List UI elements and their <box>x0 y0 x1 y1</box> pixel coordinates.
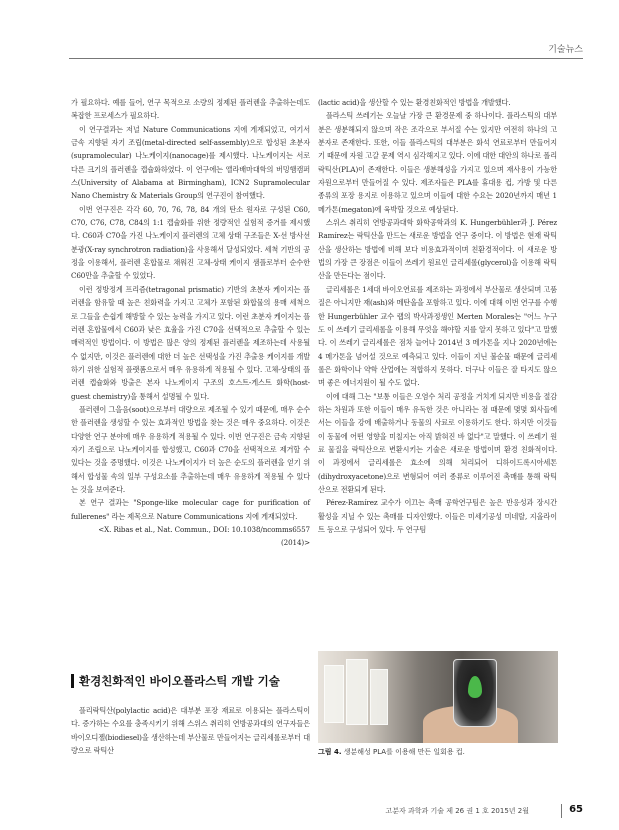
journal-info: 고분자 과학과 기술 제 26 권 1 호 2015년 2월 <box>385 807 529 815</box>
paragraph: 플러렌이 그을음(soot)으로부터 대량으로 제조될 수 있기 때문에, 매우 순수한 플러렌을 생성할 수 있는 효과적인 방법을 찾는 것은 매우 중요하다. 이것은 다양한 연구 분야에 매우 유용하게 적용될 수 있다. 이번 연구진은 금속 지향된 자기 조립으로 나노케이지를 합성했고, C60과 C70을 선택적으로 제거할 수 있다는 것을 증명했다. 이것은 나노케이지가 더 높은 순도의 플러렌을 얻기 위해서 합성물 속의 일부 구성요소를 추출하는데 매우 유용하게 적용될 수 있다는 것을 보여준다. <box>71 404 310 494</box>
figure-caption <box>318 747 558 757</box>
paragraph: 글리세롤은 1세대 바이오연료를 제조하는 과정에서 부산물로 생산되며 고품질은 아니지만 재(ash)와 메탄올을 포함하고 있다. 이에 대해 이번 연구를 수행한 Hungerbühler 교수 랩의 박사과정생인 Merten Morales는 "어느 누구도 이 쓰레기 글리세롤을 이용해 무엇을 해야할 지를 알지 못하고 있다"고 말했다. 이 쓰레기 글리세롤은 점차 늘어나 2014년 3 메가톤을 지나 2020년에는 4 메가톤을 넘어설 것으로 예측되고 있다. 이들이 지닌 불순물 때문에 글리세롤은 화학이나 약학 산업에는 적합하지 못하다. 더구나 이들은 잘 타지도 않으며 좋은 에너지원이 될 수도 없다. <box>318 284 557 388</box>
caption-text: 생분해성 PLA를 이용해 만든 일회용 컵. <box>343 748 465 756</box>
section-title: 환경친화적인 바이오플라스틱 개발 기술 <box>71 674 319 688</box>
paragraph: 이에 대해 그는 "보통 이들은 오염수 처리 공정을 거치게 되지만 비용을 절감하는 차원과 또한 이들이 매우 유독한 것은 아니라는 점 때문에 몇몇 회사들에서는 이들을 강에 배출하거나 동물의 사료로 이용하기도 한다. 하지만 이것들이 동물에 어떤 영향을 미칠지는 아직 밝혀진 바 없다"고 말했다. 이 쓰레기 원료 물질을 락틱산으로 변환시키는 기술은 새로운 방법이며 환경 친화적이다. 이 과정에서 글리세롤은 효소에 의해 처리되어 디하이드록시아세톤(dihydroxyacetone)으로 변형되어 여러 종류로 이루어진 촉매를 통해 락틱산으로 전환되게 된다. <box>318 391 557 494</box>
header-rule <box>69 58 583 59</box>
paragraph: 스위스 취리히 연방공과대학 화학공학과의 K. Hungerbühler과 J. Pérez Ramírez는 락틱산을 만드는 새로운 방법을 연구 중이다. 이 방법은 현재 락틱산을 생산하는 방법에 비해 보다 비용효과적이며 친환경적이다. 이 새로운 방법의 가장 큰 장점은 이들이 쓰레기 원료인 글리세롤(glycerol)을 이용해 락틱산을 만든다는 점이다. <box>318 218 557 281</box>
pla-cup-image <box>453 659 497 727</box>
page-footer <box>0 804 583 818</box>
section-body <box>71 704 310 757</box>
cup-image <box>324 665 344 723</box>
paragraph: 이런 정방정계 프리즘(tetragonal prismatic) 기반의 초분자 케이지는 플러렌을 함유할 때 높은 친화력을 가지고 고체가 포함된 화합물의 용매 세척으로 그들을 손쉽게 해방할 수 있는 능력을 가지고 있다. 이런 초분자 케이지는 플러렌 혼합물에서 C60과 낮은 효율을 가진 C70을 선택적으로 추출할 수 있는 매력적인 방법이다. 이 방법은 많은 양의 정제된 플러렌을 제조하는데 사용될 수 없지만, 이것은 플러렌에 대한 더 높은 선택성을 가진 추출용 케이지를 개발하기 위한 실험적 플랫폼으로서 매우 유용하게 적용될 수 있다. 고체-상태의 플러렌 캡슐화와 방출은 본자 나노케이지 구조의 호스트-게스트 화학(host-guest chemistry)을 통해서 설명될 수 있다. <box>71 284 310 401</box>
footer-divider <box>561 804 562 818</box>
figure-photo <box>318 651 558 743</box>
paragraph: (lactic acid)을 생산할 수 있는 환경친화적인 방법을 개발했다. <box>318 98 511 107</box>
cup-image <box>370 669 388 725</box>
cup-image <box>346 659 368 725</box>
paragraph: 이 연구결과는 저널 Nature Communications 지에 게재되었고, 여기서 금속 지향된 자기 조립(metal-directed self-assembly)으로 합성된 초분자(supramolecular) 나노케이지(nanocage)를 제시했다. 나노케이지는 서로 다른 크기의 플러렌을 캡슐화하였다. 이 연구에는 앨라배마대학의 버밍햄캠퍼스(University of Alabama at Birmingham), ICN2 Supramolecular Nano Chemistry & Materials Group의 연구진이 참여했다. <box>71 124 310 201</box>
paragraph: 플리락틱산(polylactic acid)은 대부분 포장 재료로 이용되는 플라스틱이다. 증가하는 수요를 충족시키기 위해 스위스 취리히 연방공과대의 연구자들은 바이오디젤(biodiesel)을 생산하는데 부산물로 만들어지는 글리세롤로부터 대량으로 락틱산 <box>71 706 310 756</box>
caption-label: 그림 4. <box>318 748 342 756</box>
paragraph: 본 연구 결과는 "Sponge-like molecular cage for purification of fullerenes" 라는 제목으로 Nature Communications 지에 게재되었다. <box>71 498 310 521</box>
paragraph: 이번 연구진은 각각 60, 70, 76, 78, 84 개의 탄소 원자로 구성된 C60, C70, C76, C78, C84의 1:1 캡슐화를 위한 정량적인 실험적 증거를 제시했다. C60과 C70을 가진 나노케이지 플러렌의 고체 상태 구조들은 X-선 방사선 분광(X-ray synchrotron radiation)을 사용해서 달성되었다. 세척 기반의 공정을 이용해서, 플러렌 혼합물로 채워진 고체-상태 케이지 샘플로부터 순수한 C60만을 추출할 수 있었다. <box>71 204 310 281</box>
left-column <box>71 96 310 550</box>
paragraph: 플라스틱 쓰레기는 오늘날 가장 큰 환경문제 중 하나이다. 플라스틱의 대부분은 생분해되지 않으며 작은 조각으로 부서질 수는 있지만 여전히 하나의 고분자로 존재한다. 또한, 이들 플라스틱의 대부분은 화석 연료로부터 만들어지기 때문에 자원 고갈 문제 역시 심각해지고 있다. 이에 대한 대안의 하나로 폴리락틱산(PLA)이 존재한다. 이들은 생분해성을 가지고 있으며 재사용이 가능한 자원으로부터 만들어질 수 있다. 제조자들은 PLA를 휴대용 컵, 가방 및 다른 종류의 포장 용지로 이용하고 있으며 이들에 대한 수요는 2020년까지 매년 1 메가톤(megaton)에 육박할 것으로 예상된다. <box>318 111 557 214</box>
paragraph: <X. Ribas et al., Nat. Commun., DOI: 10.1038/ncomms6557 (2014)> <box>98 525 310 548</box>
paragraph: 가 필요하다. 예를 들어, 연구 목적으로 소량의 정제된 플러렌을 추출하는데도 복잡한 프로세스가 필요하다. <box>71 98 310 121</box>
section-label: 기술뉴스 <box>548 45 583 55</box>
paragraph: Pérez-Ramírez 교수가 이끄는 촉매 공학연구팀은 높은 반응성과 장시간 활성을 지닐 수 있는 촉매를 디자인했다. 이들은 미세기공성 미네랄, 지올라이트 등으로 구성되어 있다. 두 연구팀 <box>318 498 557 534</box>
leaf-icon <box>468 676 482 698</box>
page-number: 65 <box>569 804 583 815</box>
right-column <box>318 96 557 536</box>
